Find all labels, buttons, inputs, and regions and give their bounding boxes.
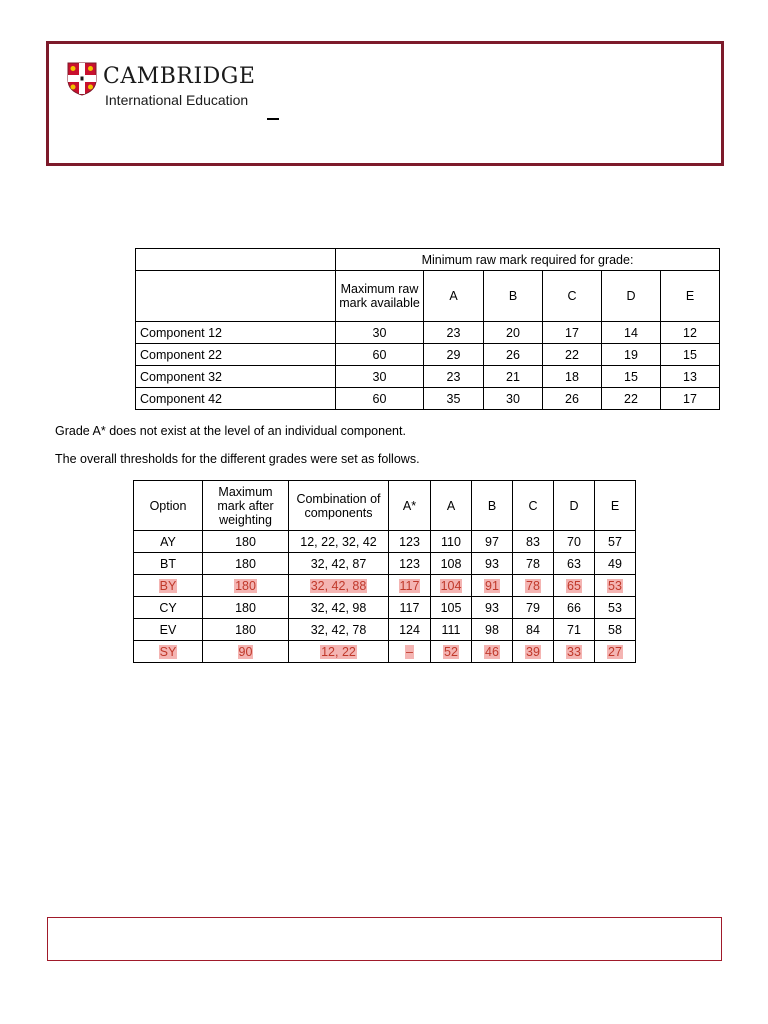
component-name: Component 22 [136,344,336,366]
cell [289,553,389,575]
cell-value: EV [159,622,177,637]
cell [203,531,289,553]
cell-value: BY [159,578,177,593]
cell-value: 98 [485,622,499,637]
col-header-c: C [543,271,602,322]
cell: 26 [543,388,602,410]
col-header-d: D [602,271,661,322]
cell: 15 [661,344,720,366]
cell-value: 110 [441,534,461,549]
note-no-a-star: Grade A* does not exist at the level of an individual component. [55,424,406,438]
table-row [134,553,636,575]
cell-value: AY [160,534,176,549]
cell-value: 71 [567,622,581,637]
logo-wordmark: CAMBRIDGE [103,64,256,89]
cell [472,597,513,619]
cell [513,553,554,575]
cell [554,597,595,619]
cell-value: 180 [235,534,256,549]
cell [595,597,636,619]
cell-value: 63 [567,556,581,571]
cell-value: 12, 22, 32, 42 [300,534,377,549]
cell [472,641,513,663]
cell-value: 53 [608,578,622,593]
col-header-combination: Combination of components [289,481,389,531]
cell [513,597,554,619]
cell: 22 [602,388,661,410]
cambridge-logo [67,62,255,108]
cell-value: 93 [485,600,499,615]
cell [595,641,636,663]
cell [513,575,554,597]
option-code [134,575,203,597]
logo-subtitle: International Education [105,92,249,108]
cell: 19 [602,344,661,366]
cell [554,575,595,597]
cell [431,619,472,641]
col-header-a-star: A* [389,481,431,531]
cell [389,575,431,597]
cell [389,641,431,663]
cell: 13 [661,366,720,388]
cell: 12 [661,322,720,344]
option-code [134,553,203,575]
cell-value: 33 [567,644,581,659]
cell-value: 104 [440,578,462,593]
col-header-a: A [424,271,484,322]
cell-value: 105 [440,600,462,615]
cell-value: 97 [485,534,499,549]
cell-value: 180 [235,578,256,593]
cell [554,619,595,641]
cell [431,641,472,663]
cell [203,575,289,597]
cell-value: 32, 42, 88 [310,578,367,593]
col-header-e: E [595,481,636,531]
cell: 35 [424,388,484,410]
cell-value: CY [159,600,177,615]
col-header-c: C [513,481,554,531]
cell-value: 124 [399,622,420,637]
cell [389,553,431,575]
cell [203,641,289,663]
cell [554,641,595,663]
col-header-max-raw: Maximum raw mark available [336,271,424,322]
table-row [136,344,720,366]
cell [431,531,472,553]
cell [472,531,513,553]
cell: 22 [543,344,602,366]
cell-value: 123 [399,556,420,571]
cell [513,531,554,553]
component-name: Component 12 [136,322,336,344]
table-row [136,366,720,388]
cell-value: 91 [485,578,499,593]
cell: 23 [424,322,484,344]
cell-value: 123 [399,534,420,549]
option-code [134,597,203,619]
cell-value: 57 [608,534,622,549]
cell-value: 53 [608,600,622,615]
cell [554,531,595,553]
cell-value: 78 [526,578,540,593]
table-row [134,641,636,663]
cell [513,619,554,641]
group-header-cell: Minimum raw mark required for grade: [336,249,720,271]
cell: 30 [336,366,424,388]
cell [595,619,636,641]
cell: 17 [543,322,602,344]
cell [595,553,636,575]
col-header-b: B [484,271,543,322]
cell: 15 [602,366,661,388]
cell: 60 [336,388,424,410]
table-row [134,597,636,619]
cell [595,575,636,597]
col-header-b: B [472,481,513,531]
cell [289,597,389,619]
option-code [134,531,203,553]
table-row [134,531,636,553]
cell [513,641,554,663]
blank-corner-cell [136,249,336,271]
cell-value: 39 [526,644,540,659]
cell-value: 78 [526,556,540,571]
cell-value: 46 [485,644,499,659]
cell [289,619,389,641]
cell: 21 [484,366,543,388]
cell [472,619,513,641]
cell: 30 [336,322,424,344]
cell [431,597,472,619]
option-code [134,619,203,641]
col-header-max-mark: Maximum mark after weighting [203,481,289,531]
cell: 29 [424,344,484,366]
table-row [136,322,720,344]
table-row [134,619,636,641]
cell [203,553,289,575]
component-name: Component 42 [136,388,336,410]
cell [289,641,389,663]
cell-value: 27 [608,644,622,659]
table-row [134,575,636,597]
cell-value: 83 [526,534,540,549]
cell [472,575,513,597]
table-row [136,388,720,410]
cell-value: 180 [235,622,256,637]
cell-value: – [406,644,413,659]
cambridge-shield-icon [67,62,97,96]
header-box [46,41,724,166]
cell-value: 32, 42, 98 [310,600,367,615]
cell [595,531,636,553]
cell: 60 [336,344,424,366]
col-header-option: Option [134,481,203,531]
cell-value: 32, 42, 87 [310,556,367,571]
cell-value: 84 [526,622,540,637]
cell [431,553,472,575]
component-name: Component 32 [136,366,336,388]
header-dash [267,118,279,120]
cell [389,597,431,619]
footer-box [47,917,722,961]
component-thresholds-table [135,248,720,410]
cell: 14 [602,322,661,344]
cell: 26 [484,344,543,366]
cell-value: 90 [238,644,253,659]
cell-value: 180 [235,600,256,615]
option-code [134,641,203,663]
cell: 30 [484,388,543,410]
note-overall-thresholds: The overall thresholds for the different grades were set as follows. [55,452,420,466]
cell [289,531,389,553]
cell [554,553,595,575]
cell: 20 [484,322,543,344]
cell-value: 70 [567,534,581,549]
cell-value: 52 [444,644,458,659]
col-header-e: E [661,271,720,322]
cell [472,553,513,575]
cell: 23 [424,366,484,388]
cell-value: 117 [399,578,420,593]
col-header-a: A [431,481,472,531]
cell-value: 117 [399,600,420,615]
cell-value: BT [160,556,176,571]
cell-value: 79 [526,600,540,615]
cell-value: 66 [567,600,581,615]
blank-header-cell [136,271,336,322]
cell [389,619,431,641]
option-thresholds-table [133,480,636,663]
cell-value: 180 [235,556,256,571]
cell-value: 65 [567,578,581,593]
cell: 17 [661,388,720,410]
cell-value: 93 [485,556,499,571]
cell-value: 12, 22 [321,644,356,659]
cell-value: 49 [608,556,622,571]
cell [431,575,472,597]
cell-value: 32, 42, 78 [310,622,367,637]
cell [203,619,289,641]
cell [389,531,431,553]
cell-value: 58 [608,622,622,637]
cell [289,575,389,597]
cell-value: SY [159,644,177,659]
cell-value: 111 [441,622,461,637]
cell-value: 108 [440,556,462,571]
cell [203,597,289,619]
col-header-d: D [554,481,595,531]
cell: 18 [543,366,602,388]
